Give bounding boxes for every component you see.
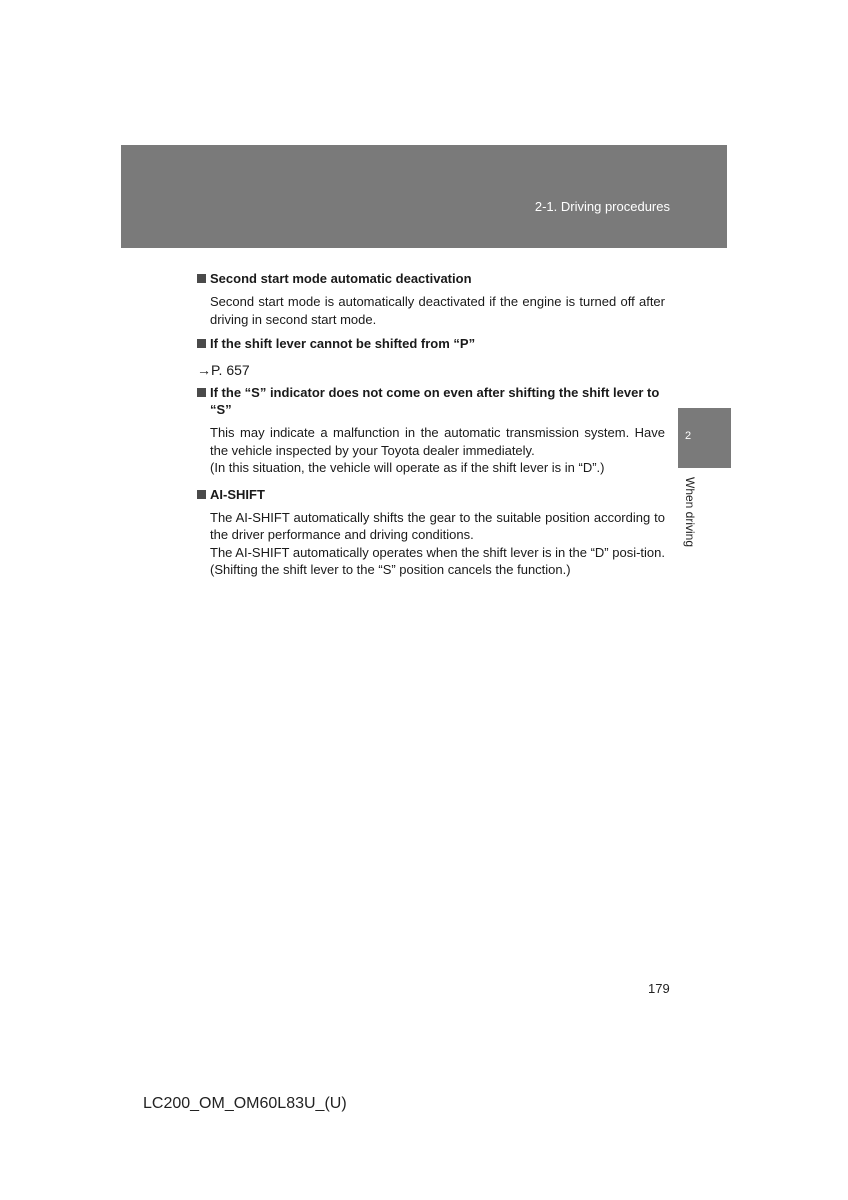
section-heading xyxy=(197,270,665,287)
section-title: 2-1. Driving procedures xyxy=(534,199,670,214)
section-body xyxy=(210,424,665,477)
main-content xyxy=(197,270,665,579)
chapter-label: When driving xyxy=(683,477,697,548)
section-heading-text: If the “S” indicator does not come on even after shifting the shift lever to “S” xyxy=(210,385,660,417)
section-heading xyxy=(197,335,665,352)
section-body xyxy=(210,509,665,579)
paragraph: The AI-SHIFT automatically operates when the shift lever is in the “D” posi-tion. (Shifting the shift lever to the “S” position cancels the function.) xyxy=(210,544,665,577)
section-second-start-mode xyxy=(197,270,665,328)
page-reference: →P. 657 xyxy=(197,362,250,378)
square-bullet-icon xyxy=(197,388,206,397)
section-heading-text: AI-SHIFT xyxy=(210,486,265,502)
section-ai-shift xyxy=(197,486,665,579)
square-bullet-icon xyxy=(197,490,206,499)
section-s-indicator xyxy=(197,384,665,477)
section-body xyxy=(210,293,665,328)
paragraph: Second start mode is automatically deactivated if the engine is turned off after driving in second start mode. xyxy=(210,294,665,327)
paragraph: The AI-SHIFT automatically shifts the gear to the suitable position according to the driver performance and driving conditions. xyxy=(210,509,665,542)
section-heading-text: Second start mode automatic deactivation xyxy=(210,271,472,286)
chapter-number: 2 xyxy=(685,430,692,442)
header-band xyxy=(121,145,727,248)
section-heading xyxy=(197,384,665,418)
section-heading xyxy=(197,486,665,503)
paragraph: (In this situation, the vehicle will operate as if the shift lever is in “D”.) xyxy=(210,460,605,475)
square-bullet-icon xyxy=(197,339,206,348)
square-bullet-icon xyxy=(197,274,206,283)
section-shift-lever-p xyxy=(197,335,665,379)
section-heading-text: If the shift lever cannot be shifted from “P” xyxy=(210,336,476,351)
chapter-tab xyxy=(678,408,731,468)
document-code: LC200_OM_OM60L83U_(U) xyxy=(143,1095,347,1112)
paragraph: This may indicate a malfunction in the automatic transmission system. Have the vehicle inspected by your Toyota dealer immediately. xyxy=(210,425,665,458)
page-number: 179 xyxy=(648,981,670,996)
